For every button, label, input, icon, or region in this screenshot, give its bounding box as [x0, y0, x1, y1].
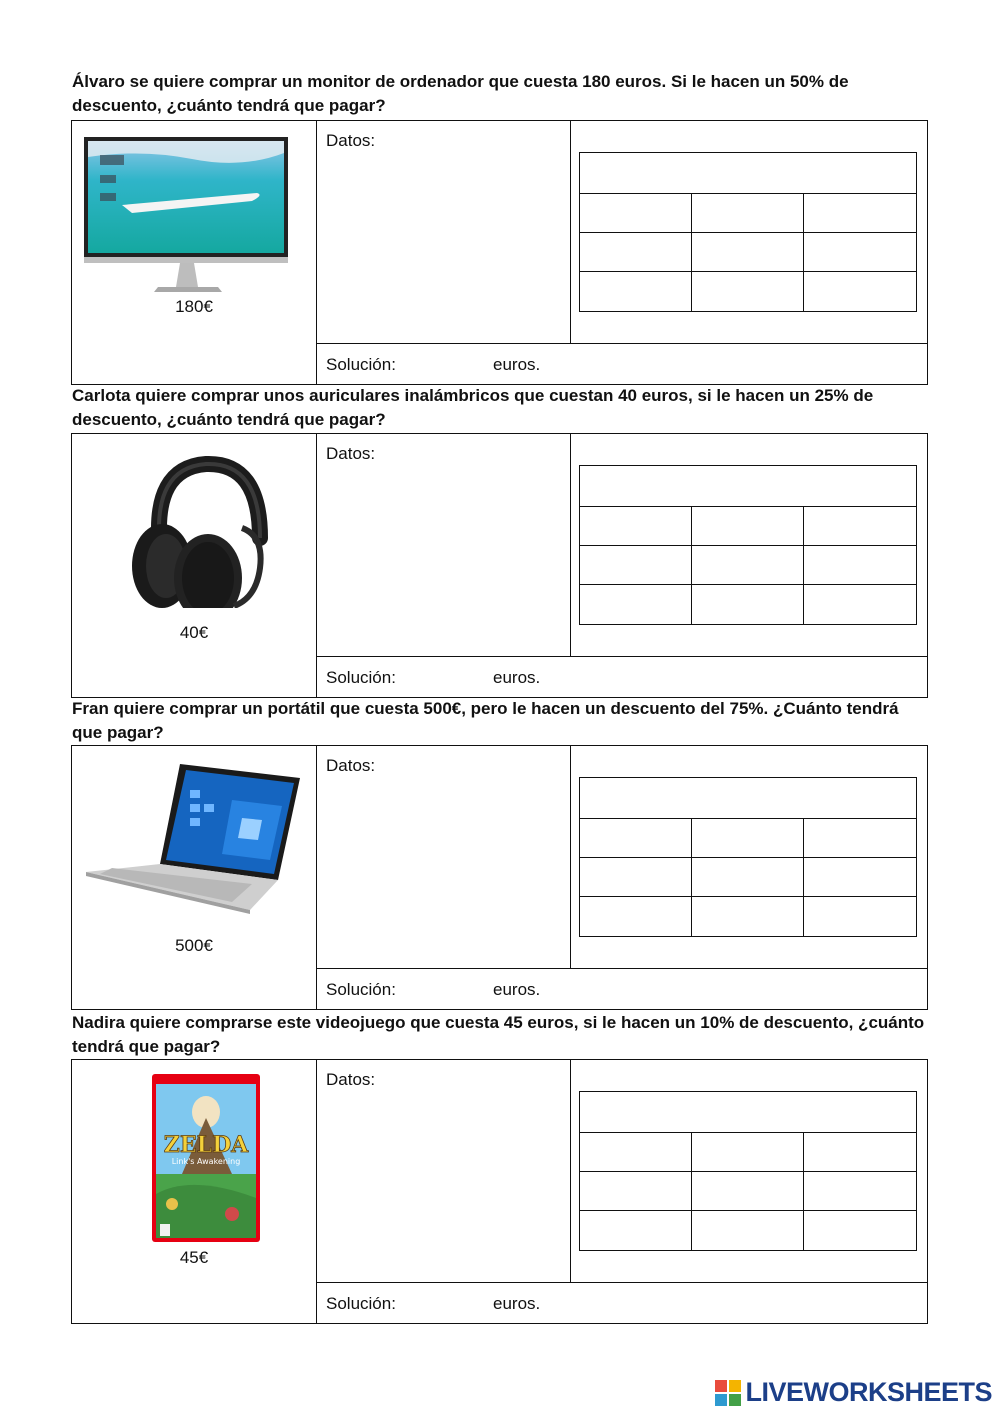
brand-name: LIVEWORKSHEETS: [745, 1377, 992, 1407]
game-cover-image: [82, 1074, 306, 1244]
divider: [570, 1060, 571, 1282]
problem-card-2: [71, 433, 928, 698]
product-cell: [72, 121, 316, 384]
problem-card-1: [71, 120, 928, 385]
euros-label: euros.: [493, 1294, 541, 1313]
divider: [316, 121, 317, 384]
solution-label: Solución:: [326, 355, 396, 374]
divider: [570, 434, 571, 656]
datos-label: Datos:: [326, 756, 376, 775]
euros-label: euros.: [493, 980, 541, 999]
price-label: 180€: [175, 297, 213, 316]
datos-label: Datos:: [326, 131, 376, 150]
solution-label: Solución:: [326, 1294, 396, 1313]
question-4: Nadira quiere comprarse este videojuego que cuesta 45 euros, si le hacen un 10% de descuento, ¿cuánto tendrá que pagar?: [72, 1013, 925, 1056]
game-subtitle-text: Link's Awakening: [171, 1157, 241, 1166]
calculation-table: [579, 1091, 917, 1251]
divider: [316, 656, 927, 657]
calculation-table: [579, 152, 917, 312]
liveworksheets-brand: [715, 1377, 992, 1408]
price-label: 40€: [179, 623, 209, 642]
divider: [316, 746, 317, 1009]
question-2: Carlota quiere comprar unos auriculares inalámbricos que cuestan 40 euros, si le hacen un 25% de descuento, ¿cuánto tendrá que pagar?: [72, 386, 874, 429]
euros-label: euros.: [493, 355, 541, 374]
price-label: 500€: [175, 936, 213, 955]
liveworksheets-logo-icon: [715, 1380, 741, 1406]
divider: [570, 121, 571, 343]
game-title-text: ZELDA: [163, 1132, 249, 1158]
datos-label: Datos:: [326, 444, 376, 463]
divider: [570, 746, 571, 968]
calculation-table: [579, 465, 917, 625]
product-cell: [72, 746, 316, 1009]
calculation-table: [579, 777, 917, 937]
datos-label: Datos:: [326, 1070, 376, 1089]
question-3: Fran quiere comprar un portátil que cuesta 500€, pero le hacen un descuento del 75%. ¿Cuánto tendrá que pagar?: [72, 699, 899, 742]
question-1: Álvaro se quiere comprar un monitor de ordenador que cuesta 180 euros. Si le hacen un 50% de descuento, ¿cuánto tendrá que pagar?: [72, 72, 849, 115]
headphones-image: [82, 448, 306, 608]
product-cell: [72, 434, 316, 697]
divider: [316, 968, 927, 969]
problem-card-3: [71, 745, 928, 1010]
product-cell: [72, 1060, 316, 1323]
price-label: 45€: [179, 1248, 209, 1267]
euros-label: euros.: [493, 668, 541, 687]
solution-label: Solución:: [326, 668, 396, 687]
monitor-image: [82, 135, 306, 295]
divider: [316, 343, 927, 344]
divider: [316, 434, 317, 697]
divider: [316, 1060, 317, 1323]
solution-label: Solución:: [326, 980, 396, 999]
divider: [316, 1282, 927, 1283]
problem-card-4: [71, 1059, 928, 1324]
laptop-image: [82, 760, 306, 920]
